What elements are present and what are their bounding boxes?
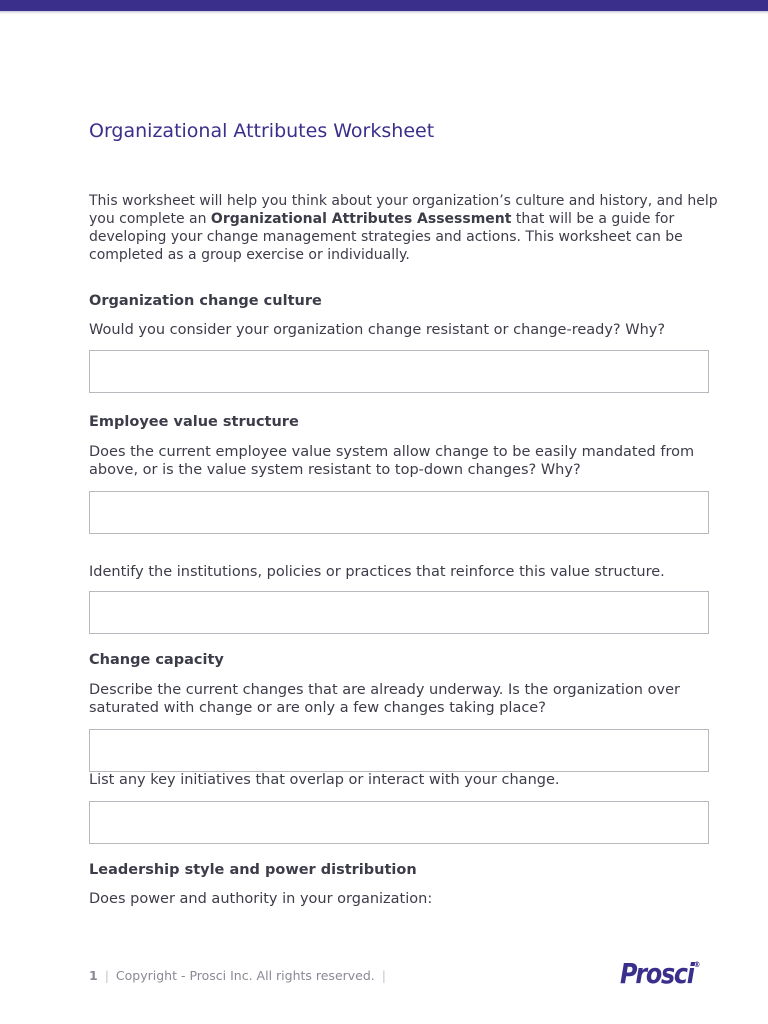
footer-separator: | bbox=[104, 968, 109, 983]
answer-box-institutions[interactable] bbox=[89, 591, 709, 634]
answer-box-change-culture[interactable] bbox=[89, 350, 709, 393]
question-value-system: Does the current employee value system allow change to be easily mandated from above, or is the value system resistant to top-down changes? Why? bbox=[89, 444, 695, 478]
logo-text: Prosci bbox=[620, 957, 694, 990]
section-heading-leadership: Leadership style and power distribution bbox=[89, 862, 417, 878]
page-title: Organizational Attributes Worksheet bbox=[89, 120, 435, 142]
question-institutions: Identify the institutions, policies or practices that reinforce this value structure. bbox=[89, 564, 665, 580]
section-heading-change-culture: Organization change culture bbox=[89, 293, 322, 309]
question-change-resistant: Would you consider your organization change resistant or change-ready? Why? bbox=[89, 322, 666, 338]
answer-box-current-changes[interactable] bbox=[89, 729, 709, 772]
question-current-changes: Describe the current changes that are already underway. Is the organization over saturated with change or are only a few changes taking place? bbox=[89, 682, 680, 716]
page-footer bbox=[89, 968, 393, 983]
page-number: 1 bbox=[89, 968, 98, 983]
section-heading-employee-value: Employee value structure bbox=[89, 414, 299, 430]
answer-box-key-initiatives[interactable] bbox=[89, 801, 709, 844]
section-heading-change-capacity: Change capacity bbox=[89, 652, 224, 668]
intro-paragraph bbox=[89, 192, 729, 264]
top-brand-bar bbox=[0, 0, 768, 11]
question-power-authority: Does power and authority in your organization: bbox=[89, 891, 433, 907]
registered-mark: ® bbox=[693, 959, 701, 969]
prosci-logo bbox=[620, 957, 700, 990]
answer-box-value-system[interactable] bbox=[89, 491, 709, 534]
footer-separator-end: | bbox=[381, 968, 386, 983]
intro-bold-text: Organizational Attributes Assessment bbox=[210, 211, 512, 227]
top-bar-shadow bbox=[0, 11, 768, 14]
intro-text-1: This worksheet will help you think about your organization’s culture and history, and help you complete an bbox=[89, 193, 718, 227]
intro-text-2: that will be a guide for developing your change management strategies and actions. This worksheet can be completed as a group exercise or individually. bbox=[89, 211, 683, 263]
question-key-initiatives: List any key initiatives that overlap or interact with your change. bbox=[89, 772, 560, 788]
copyright-text: Copyright - Prosci Inc. All rights reserved. bbox=[115, 968, 375, 983]
